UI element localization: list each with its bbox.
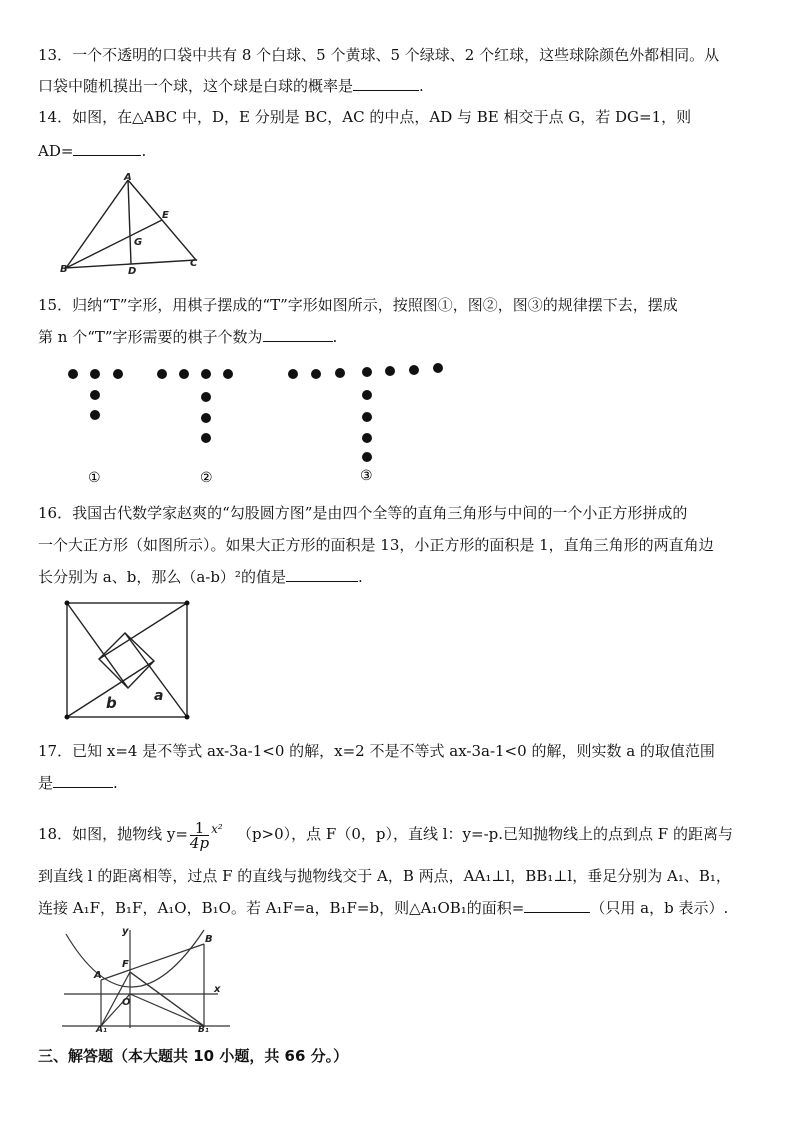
q18-text-b: （p>0），点 F（0，p），直线 l：y=-p.已知抛物线上的点到点 F 的距离与 — [236, 825, 733, 843]
fraction-numerator: 1 — [190, 821, 209, 836]
label-F: F — [122, 959, 129, 970]
label-b: b — [106, 694, 117, 712]
q13-answer-blank[interactable] — [353, 75, 419, 91]
q13-end: . — [419, 77, 424, 95]
label-B1: B₁ — [198, 1025, 209, 1034]
q17-end: . — [113, 774, 118, 792]
q14-line2 — [38, 140, 146, 161]
q16-text: 长分别为 a、b，那么（a-b）²的值是 — [38, 568, 286, 586]
label-D: D — [128, 266, 137, 275]
t-shape-2 — [157, 369, 233, 443]
label-G: G — [134, 237, 143, 248]
q16-end: . — [357, 568, 363, 586]
line-through-F — [101, 944, 204, 980]
q13-line2 — [38, 75, 424, 96]
q14-text: AD= — [38, 142, 74, 160]
q17-text: 是 — [38, 774, 54, 792]
q16-line1: 16．我国古代数学家赵爽的“勾股圆方图”是由四个全等的直角三角形与中间的一个小正方形拼成的 — [38, 504, 688, 522]
q16-line2: 一个大正方形（如图所示）。如果大正方形的面积是 13，小正方形的面积是 1，直角三角形的两直角边 — [38, 536, 714, 554]
triangle-leg-3 — [125, 633, 187, 717]
q14-end: . — [141, 142, 147, 160]
q14-answer-blank[interactable] — [73, 140, 141, 156]
t-shape-1 — [68, 369, 123, 420]
q17-answer-blank[interactable] — [53, 772, 113, 788]
segment-ad — [128, 180, 131, 264]
t-shape-3 — [288, 363, 443, 462]
q18-text-c: 连接 A₁F，B₁F，A₁O，B₁O。若 A₁F=a，B₁F=b，则△A₁OB₁的面积= — [38, 899, 525, 917]
label-fig-2: ② — [200, 470, 213, 486]
q13-text: 口袋中随机摸出一个球，这个球是白球的概率是 — [38, 77, 354, 95]
label-x: x — [214, 984, 221, 995]
label-E: E — [162, 210, 169, 221]
label-A: A — [94, 970, 102, 981]
q15-line1: 15．归纳“T”字形，用棋子摆成的“T”字形如图所示，按照图①，图②，图③的规律摆下去，摆成 — [38, 296, 678, 314]
q14-line1: 14．如图，在△ABC 中，D，E 分别是 BC，AC 的中点，AD 与 BE 相交于点 G，若 DG=1，则 — [38, 108, 692, 126]
label-O: O — [122, 997, 131, 1008]
q15-line2 — [38, 326, 337, 347]
triangle-leg-1 — [67, 603, 128, 688]
q18-x-squared: x² — [211, 822, 223, 836]
label-B: B — [60, 264, 68, 275]
q18-line3 — [38, 897, 728, 918]
q17-line2 — [38, 772, 118, 793]
q18-line2: 到直线 l 的距离相等，过点 F 的直线与抛物线交于 A，B 两点，AA₁⊥l，BB₁⊥l，垂足分别为 A₁、B₁， — [38, 867, 731, 885]
section-3-heading: 三、解答题（本大题共 10 小题，共 66 分。） — [38, 1047, 349, 1065]
q14-triangle-figure — [58, 172, 203, 275]
q17-line1: 17．已知 x=4 是不等式 ax-3a-1<0 的解，x=2 不是不等式 ax-3a-1<0 的解，则实数 a 的取值范围 — [38, 742, 715, 760]
corner-dots — [65, 601, 190, 720]
q15-answer-blank[interactable] — [263, 326, 333, 342]
outer-square — [67, 603, 187, 717]
q18-parabola-figure — [58, 922, 238, 1034]
fraction-denominator: 4p — [189, 833, 210, 852]
q13-line1: 13．一个不透明的口袋中共有 8 个白球、5 个黄球、5 个绿球、2 个红球，这些球除颜色外都相同。从 — [38, 46, 720, 64]
label-A1: A₁ — [96, 1025, 107, 1034]
q15-end: . — [332, 328, 338, 346]
q16-pythagorean-square-figure — [60, 596, 195, 724]
label-fig-3: ③ — [360, 468, 373, 484]
q16-answer-blank[interactable] — [286, 566, 358, 582]
q15-text: 第 n 个“T”字形需要的棋子个数为 — [38, 328, 263, 346]
q18-text-d: （只用 a，b 表示）. — [590, 899, 729, 917]
segment-be — [66, 220, 162, 268]
q18-text-a: 18．如图，抛物线 y= — [38, 825, 188, 843]
q18-fraction — [189, 818, 210, 852]
q15-t-shapes-figure — [60, 358, 450, 488]
parabola — [66, 930, 204, 987]
q16-line3 — [38, 566, 363, 587]
label-A: A — [124, 172, 132, 183]
q18-line1 — [38, 812, 733, 851]
label-a: a — [154, 688, 164, 704]
label-fig-1: ① — [88, 470, 101, 486]
label-y: y — [122, 926, 129, 937]
label-B: B — [205, 934, 213, 945]
label-C: C — [190, 258, 198, 269]
q18-answer-blank[interactable] — [524, 897, 590, 913]
